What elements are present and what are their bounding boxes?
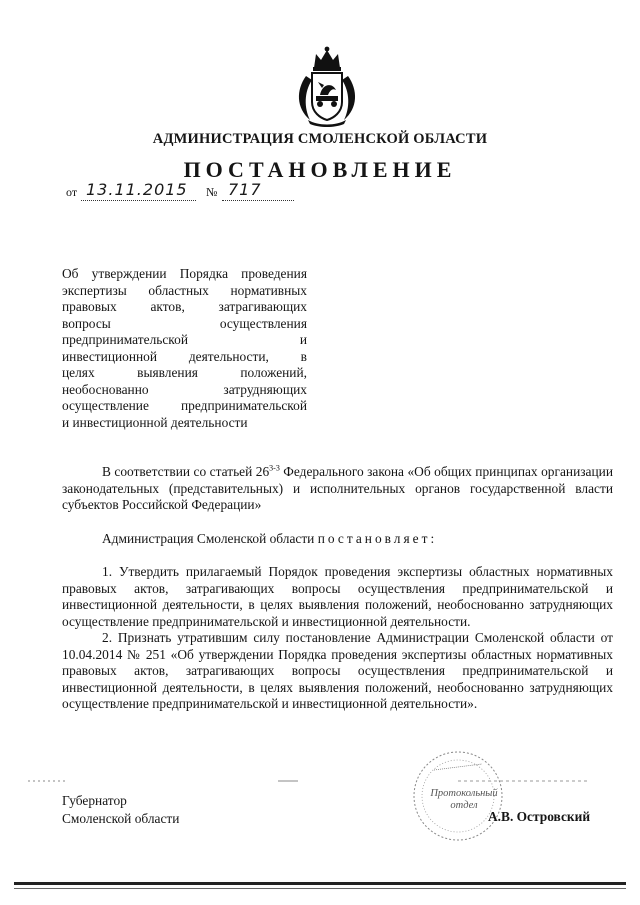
article-superscript: 3-3 — [269, 463, 280, 473]
subject-line: целях выявления положений, — [62, 365, 307, 380]
preamble-text-end: Федерального закона «Об общих принципах организации законодательных (представительных) и исполнительных органов государственной власти субъектов Российской Федерации» — [62, 464, 613, 512]
resolves-paragraph — [62, 531, 613, 548]
subject-line: предпринимательской и — [62, 332, 307, 347]
subject-line: экспертизы областных нормативных — [62, 282, 307, 298]
subject-line: вопросы осуществления — [62, 315, 307, 331]
date-underline — [81, 200, 196, 201]
signatory-position — [62, 792, 179, 828]
number-prefix: № — [206, 185, 218, 199]
subject-line: необоснованно затрудняющих — [62, 381, 307, 397]
resolution-item-1: 1. Утвердить прилагаемый Порядок проведения экспертизы областных нормативных правовых актов, затрагивающих вопросы осуществления предпринимательской и инвестиционной деятельности, в целях выявления положений, необоснованно затрудняющих осуществление предпринимательской и инвестиционной деятельности. — [62, 564, 613, 629]
organization-title: АДМИНИСТРАЦИЯ СМОЛЕНСКОЙ ОБЛАСТИ — [152, 131, 488, 147]
document-body — [62, 464, 613, 713]
preamble-paragraph — [62, 464, 613, 514]
subject-line: Об утверждении Порядка проведения — [62, 266, 307, 281]
stamp-line-1: Протокольный — [430, 788, 498, 799]
number-value: 717 — [228, 180, 262, 199]
preamble-text-start: В соответствии со статьей 26 — [102, 464, 270, 479]
page-bottom-edge-shadow — [14, 888, 626, 889]
resolution-item-2: 2. Признать утратившим силу постановление Администрации Смоленской области от 10.04.2014 № 251 «Об утверждении Порядка проведения экспертизы областных нормативных правовых актов, затрагивающих вопросы осуществления предпринимательской и инвестиционной деятельности, в целях выявления положений, необоснованно затрудняющих осуществление предпринимательской и инвестиционной деятельности». — [62, 630, 613, 711]
signatory-title: Губернатор — [62, 793, 127, 808]
subject-line: правовых актов, затрагивающих — [62, 299, 307, 314]
office-stamp — [404, 748, 512, 844]
resolves-prefix: Администрация Смоленской области — [102, 530, 318, 546]
date-prefix: от — [66, 185, 78, 199]
document-type-title: ПОСТАНОВЛЕНИЕ — [183, 157, 457, 182]
signatory-name: А.В. Островский — [488, 809, 591, 824]
signatory-region: Смоленской области — [62, 811, 180, 826]
number-underline — [222, 200, 294, 201]
document-subject — [62, 266, 307, 431]
coat-of-arms-emblem — [292, 46, 362, 128]
subject-line: инвестиционной деятельности, в — [62, 348, 307, 364]
page-bottom-edge — [14, 882, 626, 885]
date-value: 13.11.2015 — [86, 180, 188, 199]
stamp-line-2: отдел — [450, 800, 478, 811]
subject-line: и инвестиционной деятельности — [62, 414, 248, 430]
date-number-line — [66, 179, 296, 205]
subject-line: осуществление предпринимательской — [62, 398, 307, 413]
resolves-word: постановляет: — [317, 530, 438, 546]
